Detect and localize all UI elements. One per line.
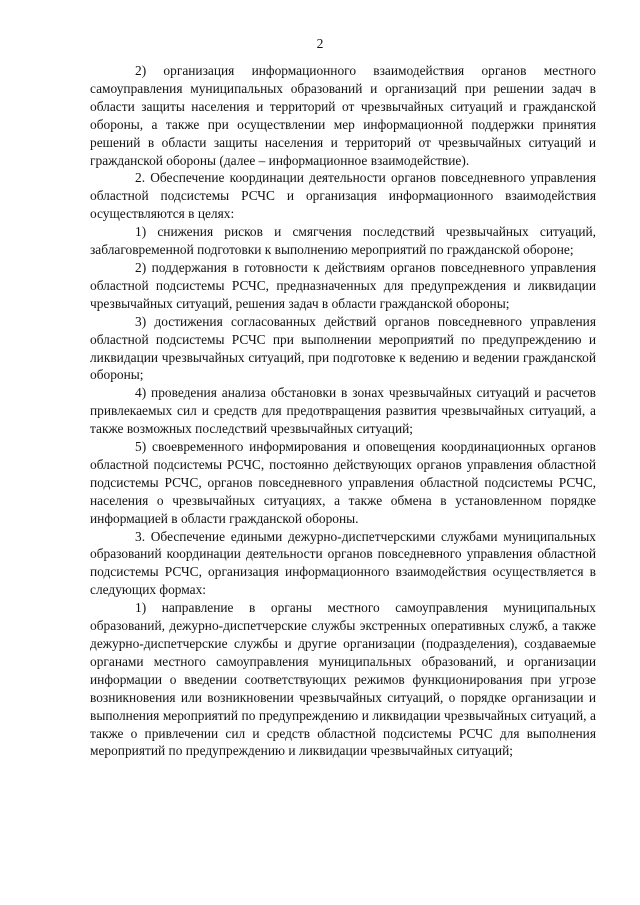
paragraph-goal-2: 2) поддержания в готовности к действиям органов повседневного управления областной подсистемы РСЧС, предназначенных для предупреждения и ликвидации чрезвычайных ситуаций, решения задач в области гражданской обороны; (90, 259, 596, 311)
paragraph-goal-1: 1) снижения рисков и смягчения последствий чрезвычайных ситуаций, заблаговременной подготовки к выполнению мероприятий по гражданской обороне; (90, 224, 596, 258)
page-number: 2 (316, 36, 324, 51)
paragraph-section-3-forms: 3. Обеспечение едиными дежурно-диспетчерскими службами муниципальных образований координации деятельности органов повседневного управления областной подсистемы РСЧС, организация информационного взаимодействия осуществляется в следующих формах: (90, 528, 596, 598)
paragraph-item-2-information-interaction: 2) организация информационного взаимодействия органов местного самоуправления муниципальных образований и организаций при решении задач в области защиты населения и территорий от чрезвычайных ситуаций и гражданской обороны, а также при осуществлении мер информационной поддержки принятия решений в области защиты населения и территорий от чрезвычайных ситуаций и гражданской обороны (далее – информационное взаимодействие). (90, 63, 596, 168)
paragraph-goal-4: 4) проведения анализа обстановки в зонах чрезвычайных ситуаций и расчетов привлекаемых сил и средств для предотвращения развития чрезвычайных ситуаций, а также возможных последствий чрезвычайных ситуаций; (90, 385, 596, 437)
paragraph-section-2-goals: 2. Обеспечение координации деятельности органов повседневного управления областной подсистемы РСЧС и организация информационного взаимодействия осуществляются в целях: (90, 170, 596, 222)
paragraph-goal-5: 5) своевременного информирования и оповещения координационных органов областной подсистемы РСЧС, постоянно действующих органов управления областной подсистемы РСЧС, органов повседневного управления областной подсистемы РСЧС, населения о чрезвычайных ситуациях, а также обмена в установленном порядке информацией в области гражданской обороны. (90, 439, 596, 526)
paragraph-goal-3: 3) достижения согласованных действий органов повседневного управления областной подсистемы РСЧС при выполнении мероприятий по предупреждению и ликвидации чрезвычайных ситуаций, при подготовке к ведению и ведении гражданской обороны; (90, 313, 596, 383)
document-body (90, 62, 596, 760)
paragraph-form-1: 1) направление в органы местного самоуправления муниципальных образований, дежурно-диспетчерские службы экстренных оперативных служб, а также дежурно-диспетчерские службы и другие организации (подразделения), создаваемые органами местного самоуправления муниципальных образований, и организации информации о введении соответствующих режимов функционирования при угрозе возникновения или возникновении чрезвычайных ситуаций, о порядке организации и выполнения мероприятий по предупреждению и ликвидации чрезвычайных ситуаций, а также о привлечении сил и средств областной подсистемы РСЧС для выполнения мероприятий по предупреждению и ликвидации чрезвычайных ситуаций; (90, 600, 596, 759)
